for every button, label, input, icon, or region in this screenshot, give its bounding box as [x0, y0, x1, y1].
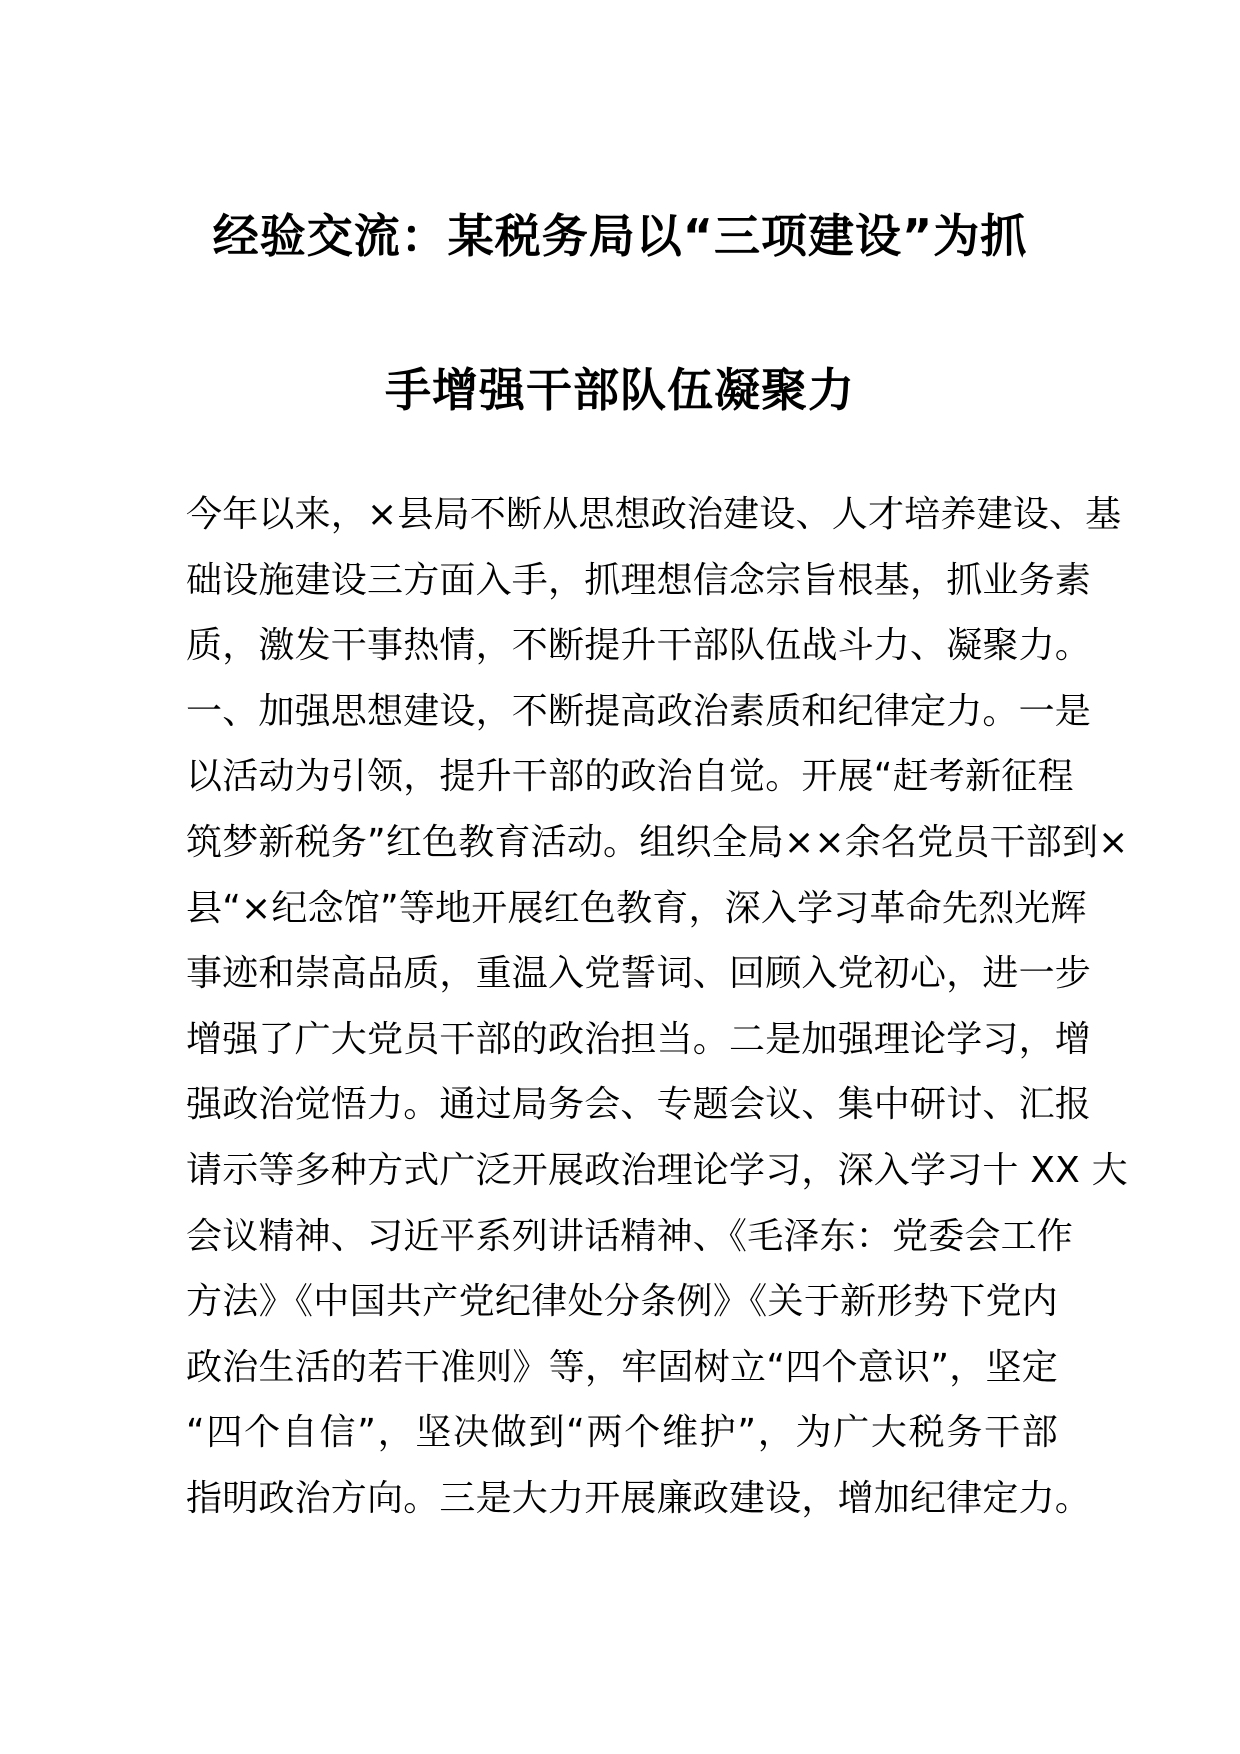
body-line-12: 会议精神、习近平系列讲话精神、《毛泽东：党委会工作 — [186, 1215, 1074, 1257]
body-line-11: 请示等多种方式广泛开展政治理论学习，深入学习十 XX 大 — [186, 1149, 1128, 1191]
document-body — [186, 482, 1129, 1532]
body-line-9: 增强了广大党员干部的政治担当。二是加强理论学习，增 — [186, 1018, 1092, 1060]
body-line-3: 质，激发干事热情，不断提升干部队伍战斗力、凝聚力。 — [186, 625, 1092, 667]
body-line-15: “四个自信”，坚决做到“两个维护”，为广大税务干部 — [186, 1412, 1058, 1454]
document-title-line-2: 手增强干部队伍凝聚力 — [385, 363, 855, 417]
body-line-10: 强政治觉悟力。通过局务会、专题会议、集中研讨、汇报 — [186, 1084, 1092, 1126]
body-line-1: 今年以来，×县局不断从思想政治建设、人才培养建设、基 — [186, 494, 1122, 535]
body-line-4: 一、加强思想建设，不断提高政治素质和纪律定力。一是 — [186, 690, 1092, 732]
body-line-16: 指明政治方向。三是大力开展廉政建设，增加纪律定力。 — [186, 1477, 1092, 1519]
body-line-7: 县“×纪念馆”等地开展红色教育，深入学习革命先烈光辉 — [186, 887, 1087, 929]
body-line-13: 方法》《中国共产党纪律处分条例》《关于新形势下党内 — [186, 1281, 1058, 1323]
body-line-2: 础设施建设三方面入手，抓理想信念宗旨根基，抓业务素 — [186, 559, 1092, 601]
body-line-14: 政治生活的若干准则》等，牢固树立“四个意识”，坚定 — [186, 1346, 1058, 1388]
document-title-line-1: 经验交流：某税务局以“三项建设”为抓 — [212, 209, 1028, 263]
body-line-5: 以活动为引领，提升干部的政治自觉。开展“赶考新征程 — [186, 756, 1074, 798]
body-line-6: 筑梦新税务”红色教育活动。组织全局××余名党员干部到× — [186, 821, 1129, 863]
body-line-8: 事迹和崇高品质，重温入党誓词、回顾入党初心，进一步 — [186, 953, 1092, 995]
